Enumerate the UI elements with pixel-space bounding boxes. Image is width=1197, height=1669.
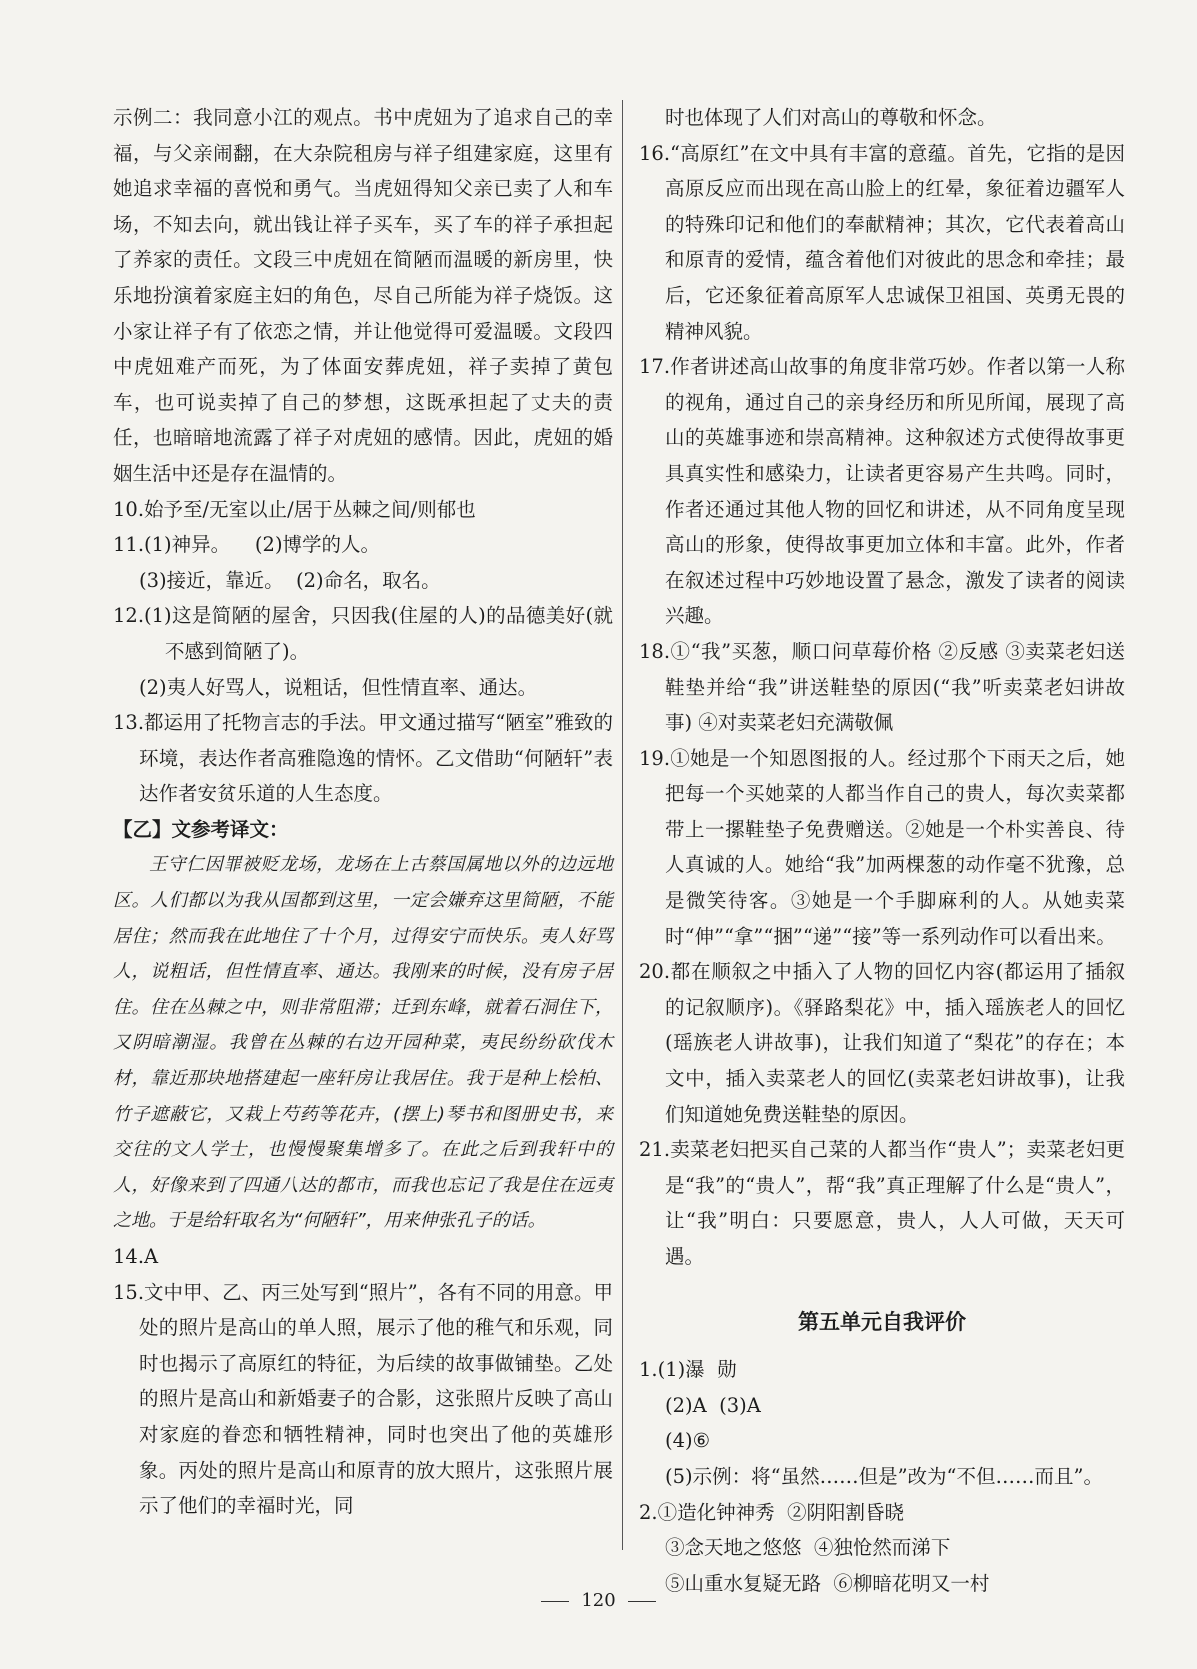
unit-answer-1-line3: (4)⑥ — [665, 1429, 711, 1453]
translation-label: 【乙】文参考译文： — [113, 817, 289, 841]
answer-12-line2: (2)夷人好骂人，说粗话，但性情直率、通达。 — [139, 675, 538, 699]
answer-15: 15.文中甲、乙、丙三处写到“照片”，各有不同的用意。甲处的照片是高山的单人照，展示了他的稚气和乐观，同时也揭示了高原红的特征，为后续的故事做铺垫。乙处的照片是高山和新婚妻子的合影，这张照片反映了高山对家庭的眷恋和牺牲精神，同时也突出了他的英雄形象。丙处的照片是高山和原青的放大照片，这张照片展示了他们的幸福时光，同 — [113, 1280, 613, 1518]
answer-17: 17.作者讲述高山故事的角度非常巧妙。作者以第一人称的视角，通过自己的亲身经历和所见所闻，展现了高山的英雄事迹和崇高精神。这种叙述方式使得故事更具真实性和感染力，让读者更容易产生共鸣。同时，作者还通过其他人物的回忆和讲述，从不同角度呈现高山的形象，使得故事更加立体和丰富。此外，作者在叙述过程中巧妙地设置了悬念，激发了读者的阅读兴趣。 — [639, 355, 1125, 628]
answer-10: 10.始予至/无室以止/居于丛棘之间/则郁也 — [113, 497, 476, 521]
answer-11-line1: 11.(1)神异。 (2)博学的人。 — [113, 533, 381, 557]
answer-14: 14.A — [113, 1245, 159, 1268]
page-number-dash-right — [628, 1601, 656, 1602]
example-two-paragraph: 示例二：我同意小江的观点。书中虎妞为了追求自己的幸福，与父亲闹翻，在大杂院租房与祥子组建家庭，这里有她追求幸福的喜悦和勇气。当虎妞得知父亲已卖了人和车场，不知去向，就出钱让祥子买车，买了车的祥子承担起了养家的责任。文段三中虎妞在简陋而温暖的新房里，快乐地扮演着家庭主妇的角色，尽自己所能为祥子烧饭。这小家让祥子有了依恋之情，并让他觉得可爱温暖。文段四中虎妞难产而死，为了体面安葬虎妞，祥子卖掉了黄包车，也可说卖掉了自己的梦想，这既承担起了丈夫的责任，也暗暗地流露了祥子对虎妞的感情。因此，虎妞的婚姻生活中还是存在温情的。 — [113, 106, 613, 485]
page-number-value: 120 — [581, 1590, 616, 1611]
answer-12-line1: 12.(1)这是简陋的屋舍，只因我(住屋的人)的品德美好(就不感到简陋了)。 — [113, 604, 613, 663]
unit-answer-2-line1: 2.①造化钟神秀 ②阴阳割昏晓 — [639, 1500, 905, 1524]
column-divider — [622, 100, 623, 1550]
unit-answer-1-line1: 1.(1)瀑 勋 — [639, 1358, 737, 1382]
answer-21: 21.卖菜老妇把买自己菜的人都当作“贵人”；卖菜老妇更是“我”的“贵人”，帮“我”真正理解了什么是“贵人”，让“我”明白：只要愿意，贵人，人人可做，天天可遇。 — [639, 1138, 1125, 1268]
answer-15-continued: 时也体现了人们对高山的尊敬和怀念。 — [665, 106, 997, 129]
unit-answer-1-line4: (5)示例：将“虽然……但是”改为“不但……而且”。 — [665, 1464, 1103, 1488]
page-number-dash-left — [541, 1601, 569, 1602]
answer-19: 19.①她是一个知恩图报的人。经过那个下雨天之后，她把每一个买她菜的人都当作自己的贵人，每次卖菜都带上一摞鞋垫子免费赠送。②她是一个朴实善良、待人真诚的人。她给“我”加两棵葱的动作毫不犹豫，总是微笑待客。③她是一个手脚麻利的人。从她卖菜时“伸”“拿”“捆”“递”“接”等一系列动作可以看出来。 — [639, 746, 1125, 948]
page-number — [0, 1590, 1197, 1611]
unit-answer-1-line2: (2)A (3)A — [665, 1393, 761, 1417]
right-column — [639, 100, 1125, 1601]
answer-11-line2: (3)接近，靠近。 (2)命名，取名。 — [139, 568, 441, 592]
unit-answer-2-line3: ⑤山重水复疑无路 ⑥柳暗花明又一村 — [665, 1571, 990, 1595]
unit-answer-2-line2: ③念天地之悠悠 ④独怆然而涕下 — [665, 1536, 951, 1560]
translation-text: 王守仁因罪被贬龙场，龙场在上古蔡国属地以外的边远地区。人们都以为我从国都到这里，一定会嫌弃这里简陋，不能居住；然而我在此地住了十个月，过得安宁而快乐。夷人好骂人，说粗话，但性情直率、通达。我刚来的时候，没有房子居住。住在丛棘之中，则非常阻滞；迁到东峰，就着石洞住下，又阴暗潮湿。我曾在丛棘的右边开园种菜，夷民纷纷砍伐木材，靠近那块地搭建起一座轩房让我居住。我于是种上桧柏、竹子遮蔽它，又栽上芍药等花卉，(摆上)琴书和图册史书，来交往的文人学士，也慢慢聚集增多了。在此之后到我轩中的人，好像来到了四通八达的都市，而我也忘记了我是住在远夷之地。于是给轩取名为“何陋轩”，用来伸张孔子的话。 — [113, 854, 613, 1232]
answer-20: 20.都在顺叙之中插入了人物的回忆内容(都运用了插叙的记叙顺序)。《驿路梨花》中，插入瑶族老人的回忆(瑶族老人讲故事)，让我们知道了“梨花”的存在；本文中，插入卖菜老人的回忆(卖菜老妇讲故事)，让我们知道她免费送鞋垫的原因。 — [639, 960, 1125, 1126]
answer-18: 18.①“我”买葱，顺口问草莓价格 ②反感 ③卖菜老妇送鞋垫并给“我”讲送鞋垫的原因(“我”听卖菜老妇讲故事) ④对卖菜老妇充满敬佩 — [639, 639, 1125, 735]
left-column — [113, 100, 613, 1524]
unit-five-title: 第五单元自我评价 — [798, 1309, 966, 1334]
answer-16: 16.“高原红”在文中具有丰富的意蕴。首先，它指的是因高原反应而出现在高山脸上的红晕，象征着边疆军人的特殊印记和他们的奉献精神；其次，它代表着高山和原青的爱情，蕴含着他们对彼此的思念和牵挂；最后，它还象征着高原军人忠诚保卫祖国、英勇无畏的精神风貌。 — [639, 141, 1125, 343]
answer-13: 13.都运用了托物言志的手法。甲文通过描写“陋室”雅致的环境，表达作者高雅隐逸的情怀。乙文借助“何陋轩”表达作者安贫乐道的人生态度。 — [113, 711, 613, 806]
